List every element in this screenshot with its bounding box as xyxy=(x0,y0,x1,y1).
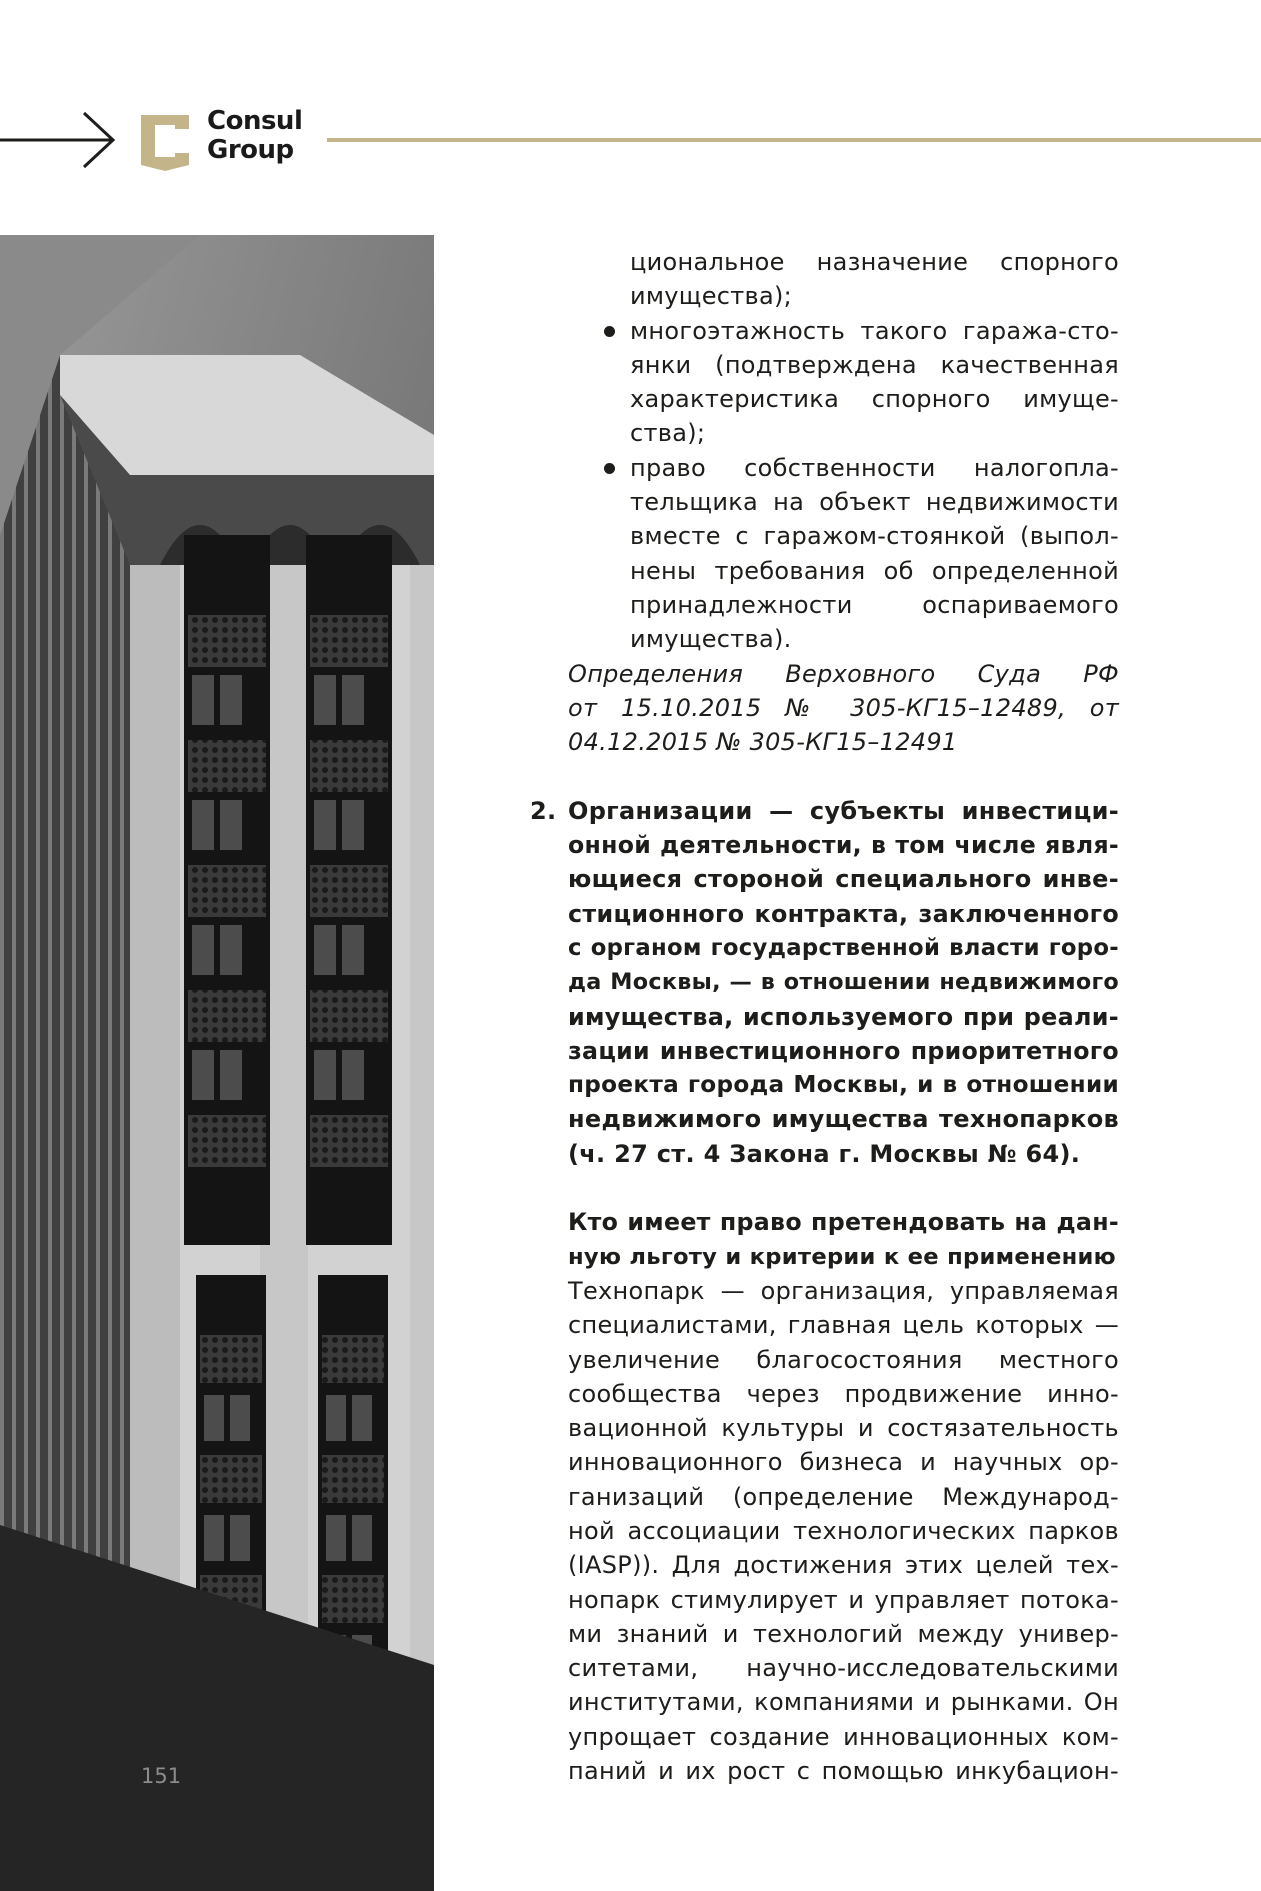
text-line: нопарк стимулирует и управляет потока- xyxy=(568,1585,1119,1614)
text-line: (ч. 27 ст. 4 Закона г. Москвы № 64). xyxy=(568,1139,1081,1168)
text-line: характеристика спорного имуще- xyxy=(630,385,1119,414)
text-line: имущества). xyxy=(630,625,792,654)
text-line: институтами, компаниями и рынками. Он xyxy=(568,1688,1119,1717)
text-line: циональное назначение спорного xyxy=(630,248,1119,276)
text-line: ющиеся стороной специального инве- xyxy=(568,865,1119,894)
text-line: нены требования об определенной xyxy=(630,556,1119,585)
text-line: ситетами, научно-исследовательскими xyxy=(568,1654,1119,1683)
item-number: 2. xyxy=(530,796,557,825)
text-line: ми знаний и технологий между универ- xyxy=(568,1619,1119,1648)
page-number: 151 xyxy=(141,1764,182,1788)
text-line: Организации — субъекты инвестици- xyxy=(568,796,1119,825)
text-line: Определения Верховного Суда РФ xyxy=(568,659,1119,688)
text-line: янки (подтверждена качественная xyxy=(630,350,1119,379)
text-line: ства); xyxy=(630,419,706,448)
text-line: Технопарк — организация, управляемая xyxy=(568,1276,1119,1305)
text-line: вместе с гаражом-стоянкой (выпол- xyxy=(630,522,1119,551)
header-divider xyxy=(327,138,1261,142)
numbered-item-2 xyxy=(530,794,1119,1171)
text-line: ганизаций (определение Международ- xyxy=(568,1482,1119,1511)
bullet-icon xyxy=(604,326,615,337)
text-line: увеличение благосостояния местного xyxy=(568,1345,1119,1374)
text-line: паний и их рост с помощью инкубацион- xyxy=(568,1757,1119,1786)
text-line: Кто имеет право претендовать на дан- xyxy=(568,1208,1119,1237)
text-line: имущества, используемого при реали- xyxy=(568,1002,1119,1031)
brand-line-1: Consul xyxy=(207,106,303,136)
text-line: недвижимого имущества технопарков xyxy=(568,1105,1119,1134)
text-line: сообщества через продвижение инно- xyxy=(568,1379,1119,1408)
bullet-item xyxy=(568,451,1119,657)
text-line: зации инвестиционного приоритетного xyxy=(568,1036,1119,1065)
brand-line-2: Group xyxy=(207,135,294,165)
text-column xyxy=(530,245,1119,1788)
text-line: онной деятельности, в том числе явля- xyxy=(568,831,1119,860)
text-line: 04.12.2015 № 305-КГ15–12491 xyxy=(568,728,958,757)
text-line: вационной культуры и состязательность xyxy=(568,1414,1119,1443)
text-line: стиционного контракта, заключенного xyxy=(568,899,1119,928)
text-line: упрощает создание инновационных ком- xyxy=(568,1722,1119,1751)
section-heading xyxy=(568,1205,1119,1274)
text-line: специалистами, главная цель которых — xyxy=(568,1311,1119,1340)
text-line: от 15.10.2015 № 305-КГ15–12489, от xyxy=(568,693,1119,722)
text-line: проекта города Москвы, и в отношении xyxy=(568,1072,1119,1099)
continued-bullet xyxy=(568,245,1119,314)
bullet-item xyxy=(568,314,1119,451)
text-line: имущества); xyxy=(630,282,793,311)
brand-wordmark xyxy=(207,107,302,165)
citation xyxy=(568,657,1119,760)
text-line: принадлежности оспариваемого xyxy=(630,590,1119,619)
building-photo xyxy=(0,235,434,1891)
text-line: да Москвы, — в отношении недвижимого xyxy=(568,969,1119,996)
text-line: ную льготу и критерии к ее применению xyxy=(568,1243,1116,1270)
text-line: тельщика на объект недвижимости xyxy=(630,488,1119,517)
text-line: инновационного бизнеса и научных ор- xyxy=(568,1448,1119,1477)
consul-group-logo-icon xyxy=(141,111,189,171)
bullet-icon xyxy=(604,463,615,474)
body-paragraph xyxy=(568,1274,1119,1788)
arrow-right-icon xyxy=(0,110,118,170)
text-line: право собственности налогопла- xyxy=(630,453,1119,482)
text-line: (IASP)). Для достижения этих целей тех- xyxy=(568,1551,1119,1580)
text-line: ной ассоциации технологических парков xyxy=(568,1516,1119,1545)
text-line: многоэтажность такого гаража-сто- xyxy=(630,316,1119,345)
text-line: с органом государственной власти горо- xyxy=(568,934,1119,961)
